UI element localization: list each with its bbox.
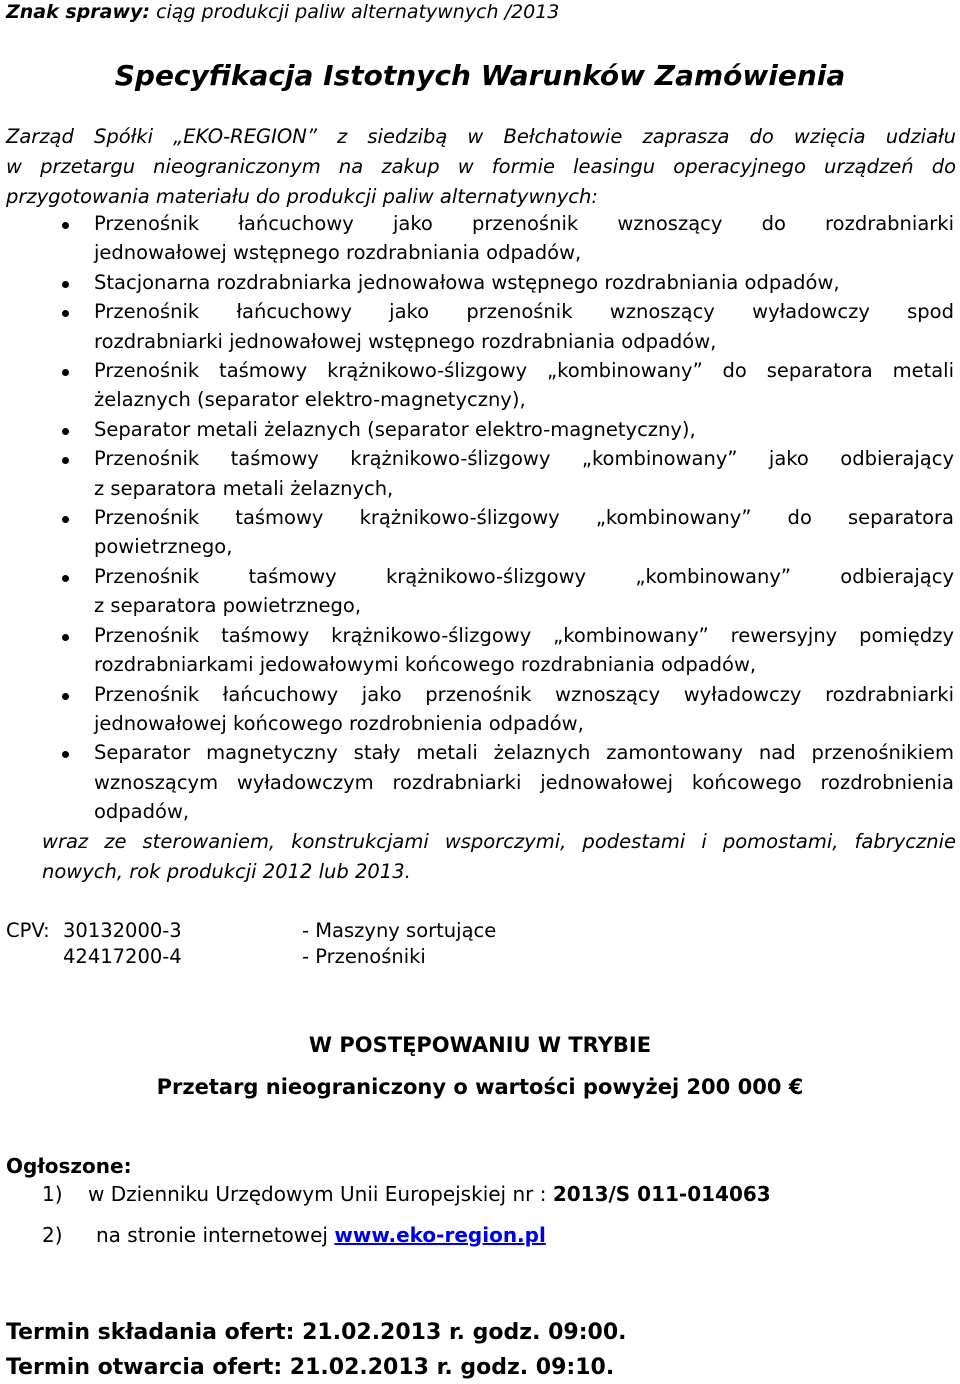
cpv-label: CPV: [6, 919, 50, 942]
list-item-line: Przenośnik taśmowy krążnikowo-ślizgowy „kombinowany” rewersyjny pomiędzy [94, 623, 954, 647]
list-item-line: Przenośnik łańcuchowy jako przenośnik wznoszący wyładowczy rozdrabniarki [94, 682, 954, 706]
announcement-number: 1) [42, 1182, 63, 1206]
bullet-icon [62, 751, 69, 758]
list-item [0, 621, 960, 680]
bullet-icon [62, 457, 69, 464]
list-item-line: Przenośnik taśmowy krążnikowo-ślizgowy „kombinowany” odbierający [94, 564, 954, 588]
submission-deadline: Termin składania ofert: 21.02.2013 r. godz. 09:00. [6, 1320, 627, 1345]
list-item [0, 415, 960, 444]
list-item-line: jednowałowej końcowego rozdrobnienia odpadów, [94, 711, 584, 735]
list-item [0, 268, 960, 297]
bullet-icon [62, 575, 69, 582]
intro-paragraph [6, 122, 956, 212]
opening-deadline: Termin otwarcia ofert: 21.02.2013 r. godz. 09:10. [6, 1355, 615, 1380]
list-item-line: Przenośnik taśmowy krążnikowo-ślizgowy „kombinowany” jako odbierający [94, 447, 954, 471]
list-item [0, 503, 960, 562]
closing-paragraph [42, 827, 956, 887]
list-item [0, 297, 960, 356]
list-item-line: Separator metali żelaznych (separator elektro-magnetyczny), [94, 417, 696, 441]
list-item-line: Stacjonarna rozdrabniarka jednowałowa wstępnego rozdrabniania odpadów, [94, 270, 840, 294]
cpv-code: 42417200-4 [63, 945, 182, 968]
bullet-icon [62, 634, 69, 641]
website-link[interactable]: www.eko-region.pl [334, 1223, 546, 1247]
bullet-icon [62, 369, 69, 376]
announcement-number: 2) [42, 1223, 63, 1247]
list-item-line: odpadów, [94, 800, 190, 824]
intro-line: Zarząd Spółki „EKO-REGION” z siedzibą w Bełchatowie zaprasza do wzięcia udziału [6, 125, 956, 148]
equipment-list [0, 209, 960, 827]
list-item [0, 738, 960, 826]
list-item-line: Przenośnik łańcuchowy jako przenośnik wznoszący wyładowczy spod [94, 300, 954, 324]
list-item [0, 356, 960, 415]
case-reference-value: ciąg produkcji paliw alternatywnych /2013 [156, 1, 560, 23]
closing-line: wraz ze sterowaniem, konstrukcjami wsporczymi, podestami i pomostami, fabrycznie [42, 830, 956, 853]
announcement-text: w Dzienniku Urzędowym Unii Europejskiej nr : [88, 1182, 553, 1206]
announcement-item-1 [42, 1180, 771, 1208]
list-item-line: żelaznych (separator elektro-magnetyczny), [94, 388, 526, 412]
cpv-description: - Maszyny sortujące [302, 919, 497, 942]
list-item [0, 562, 960, 621]
document-title: Specyfikacja Istotnych Warunków Zamówienia [114, 59, 846, 92]
bullet-icon [62, 516, 69, 523]
closing-line: nowych, rok produkcji 2012 lub 2013. [42, 860, 411, 883]
bullet-icon [62, 222, 69, 229]
announced-label: Ogłoszone: [6, 1154, 132, 1178]
list-item-line: rozdrabniarkami jedowałowymi końcowego rozdrabniania odpadów, [94, 653, 757, 677]
list-item-line: Przenośnik łańcuchowy jako przenośnik wznoszący do rozdrabniarki [94, 212, 954, 235]
list-item-line: wznoszącym wyładowczym rozdrabniarki jednowałowej końcowego rozdrobnienia [94, 770, 954, 794]
bullet-icon [62, 310, 69, 317]
list-item [0, 209, 960, 268]
case-reference-label: Znak sprawy: [6, 1, 151, 23]
intro-line: w przetargu nieograniczonym na zakup w formie leasingu operacyjnego urządzeń do [6, 155, 956, 178]
intro-line: przygotowania materiału do produkcji paliw alternatywnych: [6, 185, 598, 208]
announcement-reference: 2013/S 011-014063 [552, 1182, 771, 1206]
announcement-text: na stronie internetowej [96, 1223, 335, 1247]
announcement-item-2 [42, 1221, 546, 1249]
tender-type-heading: Przetarg nieograniczony o wartości powyżej 200 000 € [156, 1075, 804, 1099]
list-item-line: Przenośnik taśmowy krążnikowo-ślizgowy „kombinowany” do separatora [94, 506, 954, 530]
list-item [0, 444, 960, 503]
list-item-line: powietrznego, [94, 535, 233, 559]
list-item-line: rozdrabniarki jednowałowej wstępnego rozdrabniania odpadów, [94, 329, 717, 353]
list-item [0, 680, 960, 739]
procedure-mode-heading: W POSTĘPOWANIU W TRYBIE [308, 1033, 652, 1057]
list-item-line: Przenośnik taśmowy krążnikowo-ślizgowy „kombinowany” do separatora metali [94, 359, 954, 383]
cpv-code: 30132000-3 [63, 919, 182, 942]
list-item-line: Separator magnetyczny stały metali żelaznych zamontowany nad przenośnikiem [94, 741, 954, 765]
case-reference [6, 0, 559, 24]
cpv-description: - Przenośniki [302, 945, 426, 968]
bullet-icon [62, 281, 69, 288]
list-item-line: z separatora metali żelaznych, [94, 476, 394, 500]
bullet-icon [62, 693, 69, 700]
list-item-line: z separatora powietrznego, [94, 594, 362, 618]
bullet-icon [62, 428, 69, 435]
list-item-line: jednowałowej wstępnego rozdrabniania odpadów, [94, 241, 582, 265]
